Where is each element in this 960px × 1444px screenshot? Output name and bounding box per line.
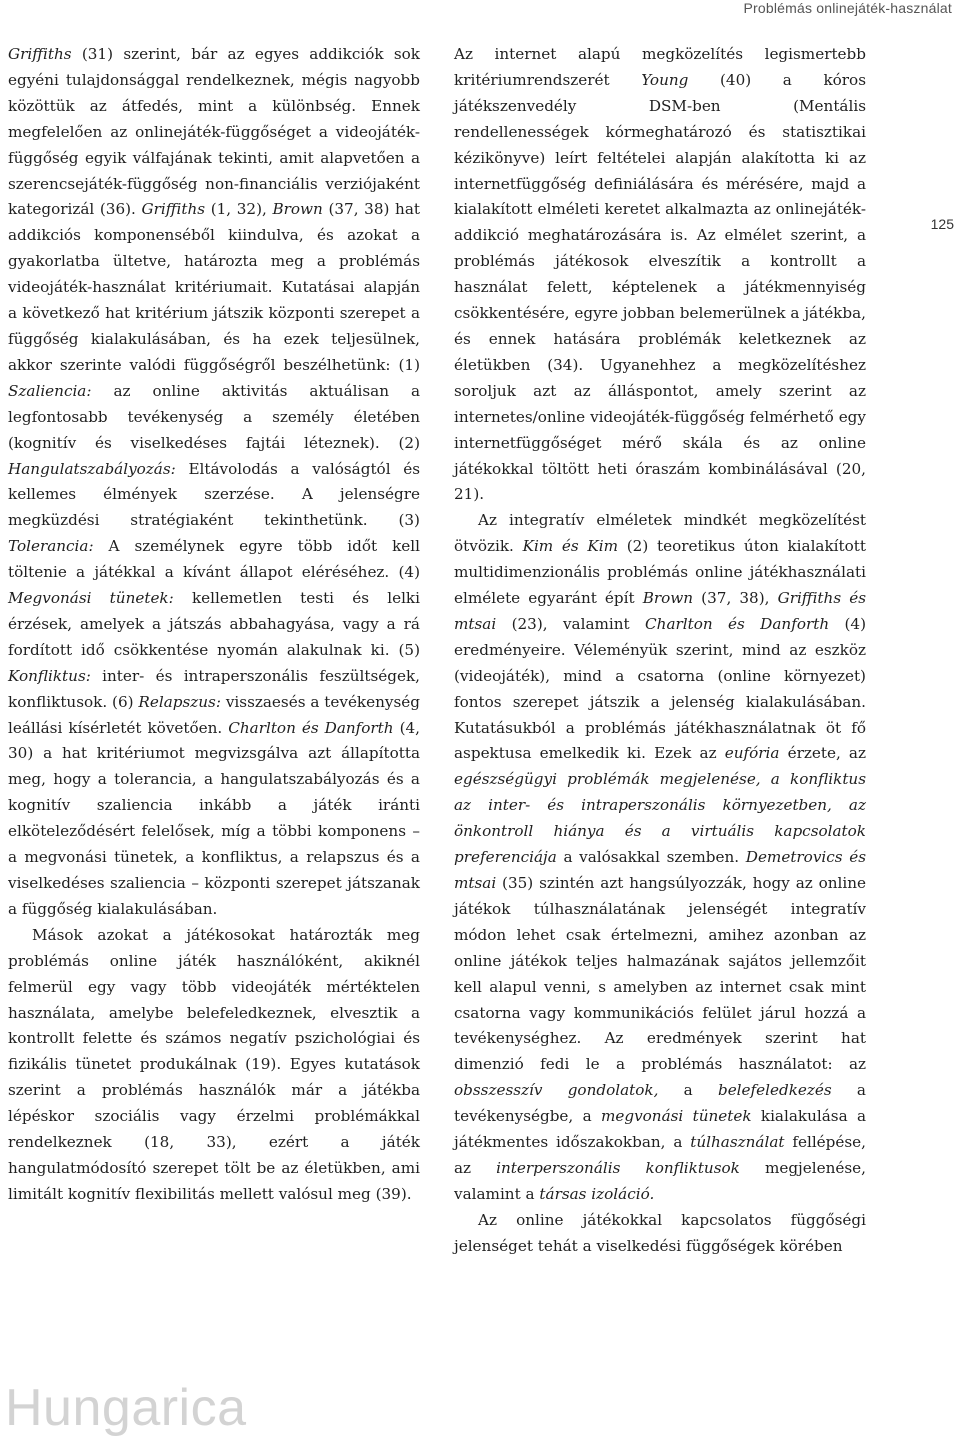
text-run: (37, 38) hat addikciós komponenséből kiindulva, és azokat a gyakorlatba ültetve, határozta meg a problémás videojáték-használat kritériumait. Kutatásai alapján a következő hat kritérium játszik központi szerepet a függőség kialakulásában, és ha ezek teljesülnek, akkor szerinte valódi függőségről beszélhetünk: (1) — [8, 200, 420, 374]
paragraph — [454, 42, 866, 508]
text-run: fellépése, az — [454, 1133, 866, 1177]
text-run: (31) szerint, bár az egyes addikciók sok egyéni tulajdonsággal rendelkeznek, mégis nagyobb közöttük az átfedés, mint a különbség. Ennek megfelelően az onlinejáték-függőséget a videojáték-függőség egyik válfajának tekinti, amit alapvetően a szerencsejáték-függőség non-financiális verziójaként kategorizál (36). — [8, 45, 420, 219]
text-run: (23), valamint — [496, 614, 646, 633]
text-run: (4, 30) a hat kritériumot megvizsgálva azt állapította meg, hogy a tolerancia, a hangulatszabályozás és a kognitív szaliencia inkább a játék iránti elköteleződésért felelősek, míg a többi komponens – a megvonási tünetek, a konfliktus, a relapszus és a viselkedéses szaliencia – központi szerepet játszanak a függőség kialakulásában. — [8, 718, 420, 918]
italic-text-run: társas izoláció. — [539, 1184, 655, 1203]
paragraph — [454, 1208, 866, 1260]
left-text-column — [8, 42, 420, 1208]
text-run: visszaesés a tevékenység leállási kísérletét követően. — [8, 692, 420, 737]
italic-text-run: Hangulatszabályozás: — [8, 459, 176, 478]
text-run: (4) eredményeire. Véleményük szerint, mind az eszköz (videojáték), mind a csatorna (online környezet) fontos szerepet játszik a jelenség kialakulásában. Kutatásukból a problémás játékhasználatnak öt fő aspektusa emelkedik ki. Ezek az — [454, 614, 866, 763]
italic-text-run: egészségügyi problémák megjelenése, a konfliktus az inter- és intraperszonális környezetben, az önkontroll hiánya és a virtuális kapcsolatok preferenciája — [454, 770, 866, 867]
text-run: a tevékenységbe, a — [454, 1081, 866, 1126]
italic-text-run: Megvonási tünetek: — [8, 589, 174, 608]
italic-text-run: Griffiths — [141, 200, 206, 219]
text-run: Az internet alapú megközelítés legismertebb kritériumrendszerét — [454, 45, 866, 89]
italic-text-run: Griffiths és mtsai — [454, 589, 866, 633]
text-run: A személynek egyre több időt kell töltenie a játékkal a kívánt állapot eléréséhez. (4) — [8, 537, 420, 582]
paragraph — [8, 923, 420, 1208]
italic-text-run: Brown — [272, 200, 323, 219]
text-run: az online aktivitás aktuálisan a legfontosabb tevékenység a személy életében (kognitív és viselkedéses fajtái léteznek). (2) — [8, 381, 420, 452]
text-run: a valósakkal szemben. — [556, 848, 746, 867]
italic-text-run: megvonási tünetek — [600, 1107, 752, 1126]
italic-text-run: Szaliencia: — [8, 381, 92, 400]
text-run: Eltávolodás a valóságtól és kellemes élmények szerzése. A jelenségre megküzdési stratégiaként tekinthetünk. (3) — [8, 459, 420, 530]
italic-text-run: interperszonális konfliktusok — [496, 1158, 740, 1177]
italic-text-run: Brown — [642, 589, 694, 608]
italic-text-run: belefeledkezés — [717, 1081, 832, 1100]
italic-text-run: obsszesszív gondolatok, — [454, 1081, 659, 1100]
italic-text-run: Tolerancia: — [8, 537, 94, 556]
italic-text-run: Relapszus: — [138, 692, 221, 711]
paragraph — [8, 42, 420, 923]
text-run: a — [658, 1081, 718, 1100]
text-run: megjelenése, valamint a — [454, 1158, 866, 1203]
italic-text-run: Young — [641, 70, 689, 89]
text-run: inter- és intraperszonális feszültségek, konfliktusok. (6) — [8, 666, 420, 711]
right-text-column — [454, 42, 866, 1260]
italic-text-run: Charlton és Danforth — [645, 614, 830, 633]
text-run: érzete, az — [779, 744, 866, 763]
text-run: kellemetlen testi és lelki érzések, amelyek a játszás abbahagyása, vagy a rá fordított idő csökkentése nyomán alakulnak ki. (5) — [8, 589, 420, 659]
paragraph — [454, 508, 866, 1207]
italic-text-run: eufória — [724, 744, 780, 763]
italic-text-run: Griffiths — [8, 45, 72, 63]
text-run: Mások azokat a játékosokat határozták meg problémás online játék használóként, akiknél felmerül egy vagy több videojáték mértéktelen használata, amelybe belefeledkeznek, elvesztik a kontrollt felette és számos negatív pszichológiai és fizikális tünetet produkálnak (19). Egyes kutatások szerint a problémás használók már a játékba lépéskor szociális vagy érzelmi problémákkal rendelkeznek (18, 33), ezért a játék hangulatmódosító szerepet tölt be az életükben, ami limitált kognitív flexibilitás mellett valósul meg (39). — [8, 925, 420, 1203]
italic-text-run: Kim és Kim — [522, 537, 619, 556]
text-run: (37, 38), — [693, 589, 778, 608]
text-run: kialakulása a játékmentes időszakokban, a — [454, 1107, 867, 1152]
text-run: (40) a kóros játékszenvedély DSM-ben (Mentális rendellenességek kórmeghatározó és statisztikai kézikönyve) leírt feltételei alapján alakította ki az internetfüggőség definiálására és mérésére, majd a kialakított elméleti keretet alkalmazta az onlinejáték-addikció meghatározására is. Az elmélet szerint, a problémás játékosok elveszítik a kontrollt a használat felett, képtelenek a játékmennyiség csökkentésére, egyre jobban belemerülnek a játékba, és ennek hatására problémák keletkeznek az életükben (34). Ugyanehhez a megközelítéshez soroljuk azt az álláspontot, amely szerint az internetes/online videojáték-függőség felmérhető egy internetfüggőséget mérő skála és az online játékokkal töltött heti óraszám kombinálásával (20, 21). — [454, 70, 866, 504]
text-run: Az integratív elméletek mindkét megközelítést ötvözik. — [454, 511, 866, 556]
text-run: (2) teoretikus úton kialakított multidimenzionális problémás online játékhasználati elmélete egyaránt épít — [454, 537, 866, 608]
page-number: 125 — [930, 216, 954, 232]
italic-text-run: Konfliktus: — [8, 666, 91, 685]
italic-text-run: Charlton és Danforth — [228, 718, 394, 737]
running-header-title: Problémás onlinejáték-használat — [743, 0, 952, 16]
text-run: (1, 32), — [205, 200, 273, 219]
text-run: (35) szintén azt hangsúlyozzák, hogy az online játékok túlhasználatának jelenségét integratív módon lehet csak értelmezni, amihez azonban az online játékok teljes halmazának sajátos jellemzőit kell alapul venni, s amelyben az internet csak mint csatorna vagy kommunikációs felület járul hozzá a tevékenységhez. Az eredmények szerint hat dimenzió fedi le a problémás használatot: az — [454, 874, 866, 1074]
italic-text-run: túlhasználat — [690, 1133, 785, 1152]
journal-brand-watermark: Hungarica — [5, 1379, 247, 1437]
text-run: Az online játékokkal kapcsolatos függőségi jelenséget tehát a viselkedési függőségek körében — [454, 1210, 866, 1255]
italic-text-run: Demetrovics és mtsai — [454, 848, 866, 892]
